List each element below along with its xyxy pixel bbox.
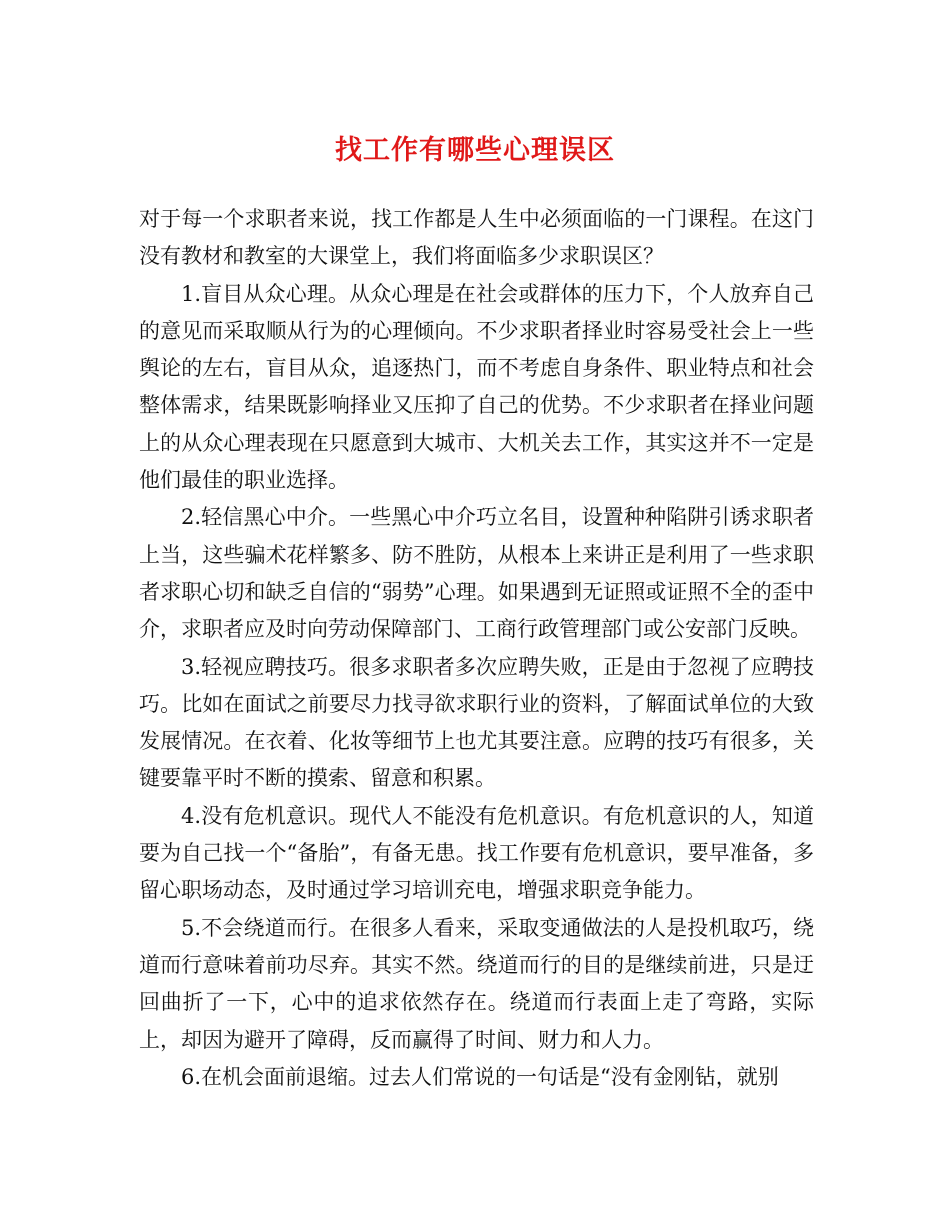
- paragraph-item-6: 6.在机会面前退缩。过去人们常说的一句话是“没有金刚钻，就别: [181, 1064, 779, 1089]
- paragraph-intro: 对于每一个求职者来说，找工作都是人生中必须面临的一门课程。在这门没有教材和教室的大课堂上，我们将面临多少求职误区？: [139, 207, 814, 269]
- paragraph-item-5: 5.不会绕道而行。在很多人看来，采取变通做法的人是投机取巧，绕道而行意味着前功尽弃。其实不然。绕道而行的目的是继续前进，只是迂回曲折了一下，心中的追求依然存在。绕道而行表面上走了弯路，实际上，却因为避开了障碍，反而赢得了时间、财力和人力。: [139, 915, 814, 1052]
- paragraph-item-2: 2.轻信黑心中介。一些黑心中介巧立名目，设置种种陷阱引诱求职者上当，这些骗术花样繁多、防不胜防，从根本上来讲正是利用了一些求职者求职心切和缺乏自信的“弱势”心理。如果遇到无证照或证照不全的歪中介，求职者应及时向劳动保障部门、工商行政管理部门或公安部门反映。: [139, 505, 814, 642]
- paragraph-item-3: 3.轻视应聘技巧。很多求职者多次应聘失败，正是由于忽视了应聘技巧。比如在面试之前要尽力找寻欲求职行业的资料，了解面试单位的大致发展情况。在衣着、化妆等细节上也尤其要注意。应聘的技巧有很多，关键要靠平时不断的摸索、留意和积累。: [139, 654, 814, 791]
- paragraph-item-1: 1.盲目从众心理。从众心理是在社会或群体的压力下，个人放弃自己的意见而采取顺从行为的心理倾向。不少求职者择业时容易受社会上一些舆论的左右，盲目从众，追逐热门，而不考虑自身条件、职业特点和社会整体需求，结果既影响择业又压抑了自己的优势。不少求职者在择业问题上的从众心理表现在只愿意到大城市、大机关去工作，其实这并不一定是他们最佳的职业选择。: [139, 281, 814, 493]
- paragraph-item-4: 4.没有危机意识。现代人不能没有危机意识。有危机意识的人，知道要为自己找一个“备胎”，有备无患。找工作要有危机意识，要早准备，多留心职场动态，及时通过学习培训充电，增强求职竞争能力。: [139, 803, 814, 903]
- document-title: 找工作有哪些心理误区: [335, 135, 615, 166]
- document-body: [139, 201, 814, 1096]
